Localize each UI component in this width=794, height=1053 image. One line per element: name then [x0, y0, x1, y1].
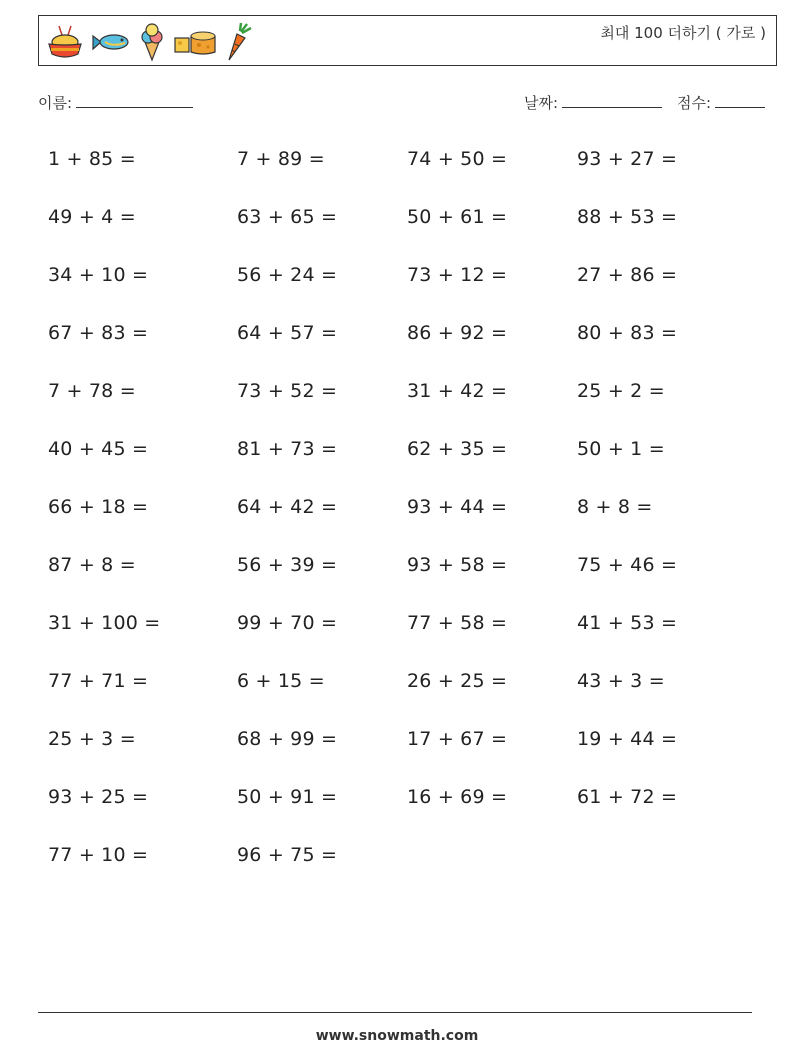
- problem-item: 50 + 61 =: [407, 206, 508, 228]
- date-field: [524, 92, 662, 113]
- rice-bowl-icon: [45, 22, 85, 62]
- problem-item: 40 + 45 =: [48, 438, 149, 460]
- problem-item: 62 + 35 =: [407, 438, 508, 460]
- name-label: 이름:: [38, 94, 73, 112]
- worksheet-header: [38, 15, 777, 66]
- problem-item: 17 + 67 =: [407, 728, 508, 750]
- problem-item: 16 + 69 =: [407, 786, 508, 808]
- problem-item: 87 + 8 =: [48, 554, 136, 576]
- problem-item: 86 + 92 =: [407, 322, 508, 344]
- problem-item: 77 + 10 =: [48, 844, 149, 866]
- problem-item: 66 + 18 =: [48, 496, 149, 518]
- problem-item: 7 + 78 =: [48, 380, 136, 402]
- problem-item: 61 + 72 =: [577, 786, 678, 808]
- header-icons: [45, 22, 253, 62]
- problem-item: 73 + 12 =: [407, 264, 508, 286]
- problem-item: 73 + 52 =: [237, 380, 338, 402]
- name-blank-line[interactable]: [76, 93, 193, 108]
- problem-item: 19 + 44 =: [577, 728, 678, 750]
- name-field: [38, 92, 193, 113]
- ice-cream-icon: [137, 22, 167, 62]
- fish-icon: [91, 22, 131, 62]
- footer-website: www.snowmath.com: [315, 1028, 479, 1044]
- carrot-icon: [223, 22, 253, 62]
- cheese-icon: [173, 22, 217, 62]
- problem-item: 63 + 65 =: [237, 206, 338, 228]
- problem-item: 56 + 39 =: [237, 554, 338, 576]
- problem-item: 93 + 25 =: [48, 786, 149, 808]
- problem-item: 75 + 46 =: [577, 554, 678, 576]
- problem-item: 1 + 85 =: [48, 148, 136, 170]
- worksheet-title: 최대 100 더하기 ( 가로 ): [600, 24, 766, 42]
- problem-item: 8 + 8 =: [577, 496, 653, 518]
- problem-item: 74 + 50 =: [407, 148, 508, 170]
- problem-item: 93 + 44 =: [407, 496, 508, 518]
- problem-item: 34 + 10 =: [48, 264, 149, 286]
- problem-item: 50 + 91 =: [237, 786, 338, 808]
- problem-item: 50 + 1 =: [577, 438, 665, 460]
- score-field: [677, 92, 765, 113]
- problem-item: 93 + 27 =: [577, 148, 678, 170]
- score-label: 점수:: [677, 94, 712, 112]
- date-blank-line[interactable]: [562, 93, 662, 108]
- problem-item: 67 + 83 =: [48, 322, 149, 344]
- problem-item: 26 + 25 =: [407, 670, 508, 692]
- problem-item: 99 + 70 =: [237, 612, 338, 634]
- problem-item: 64 + 42 =: [237, 496, 338, 518]
- problem-item: 25 + 2 =: [577, 380, 665, 402]
- date-label: 날짜:: [524, 94, 559, 112]
- problem-item: 31 + 42 =: [407, 380, 508, 402]
- problem-item: 96 + 75 =: [237, 844, 338, 866]
- problem-item: 88 + 53 =: [577, 206, 678, 228]
- problem-item: 43 + 3 =: [577, 670, 665, 692]
- problem-item: 41 + 53 =: [577, 612, 678, 634]
- problem-item: 56 + 24 =: [237, 264, 338, 286]
- score-blank-line[interactable]: [715, 93, 765, 108]
- problem-item: 77 + 58 =: [407, 612, 508, 634]
- problem-item: 77 + 71 =: [48, 670, 149, 692]
- problem-item: 68 + 99 =: [237, 728, 338, 750]
- problem-item: 64 + 57 =: [237, 322, 338, 344]
- problem-item: 27 + 86 =: [577, 264, 678, 286]
- problem-item: 6 + 15 =: [237, 670, 325, 692]
- problem-item: 25 + 3 =: [48, 728, 136, 750]
- problem-item: 49 + 4 =: [48, 206, 136, 228]
- problem-item: 80 + 83 =: [577, 322, 678, 344]
- problem-item: 7 + 89 =: [237, 148, 325, 170]
- problem-item: 31 + 100 =: [48, 612, 161, 634]
- problem-item: 93 + 58 =: [407, 554, 508, 576]
- problem-item: 81 + 73 =: [237, 438, 338, 460]
- footer-divider: [38, 1012, 752, 1013]
